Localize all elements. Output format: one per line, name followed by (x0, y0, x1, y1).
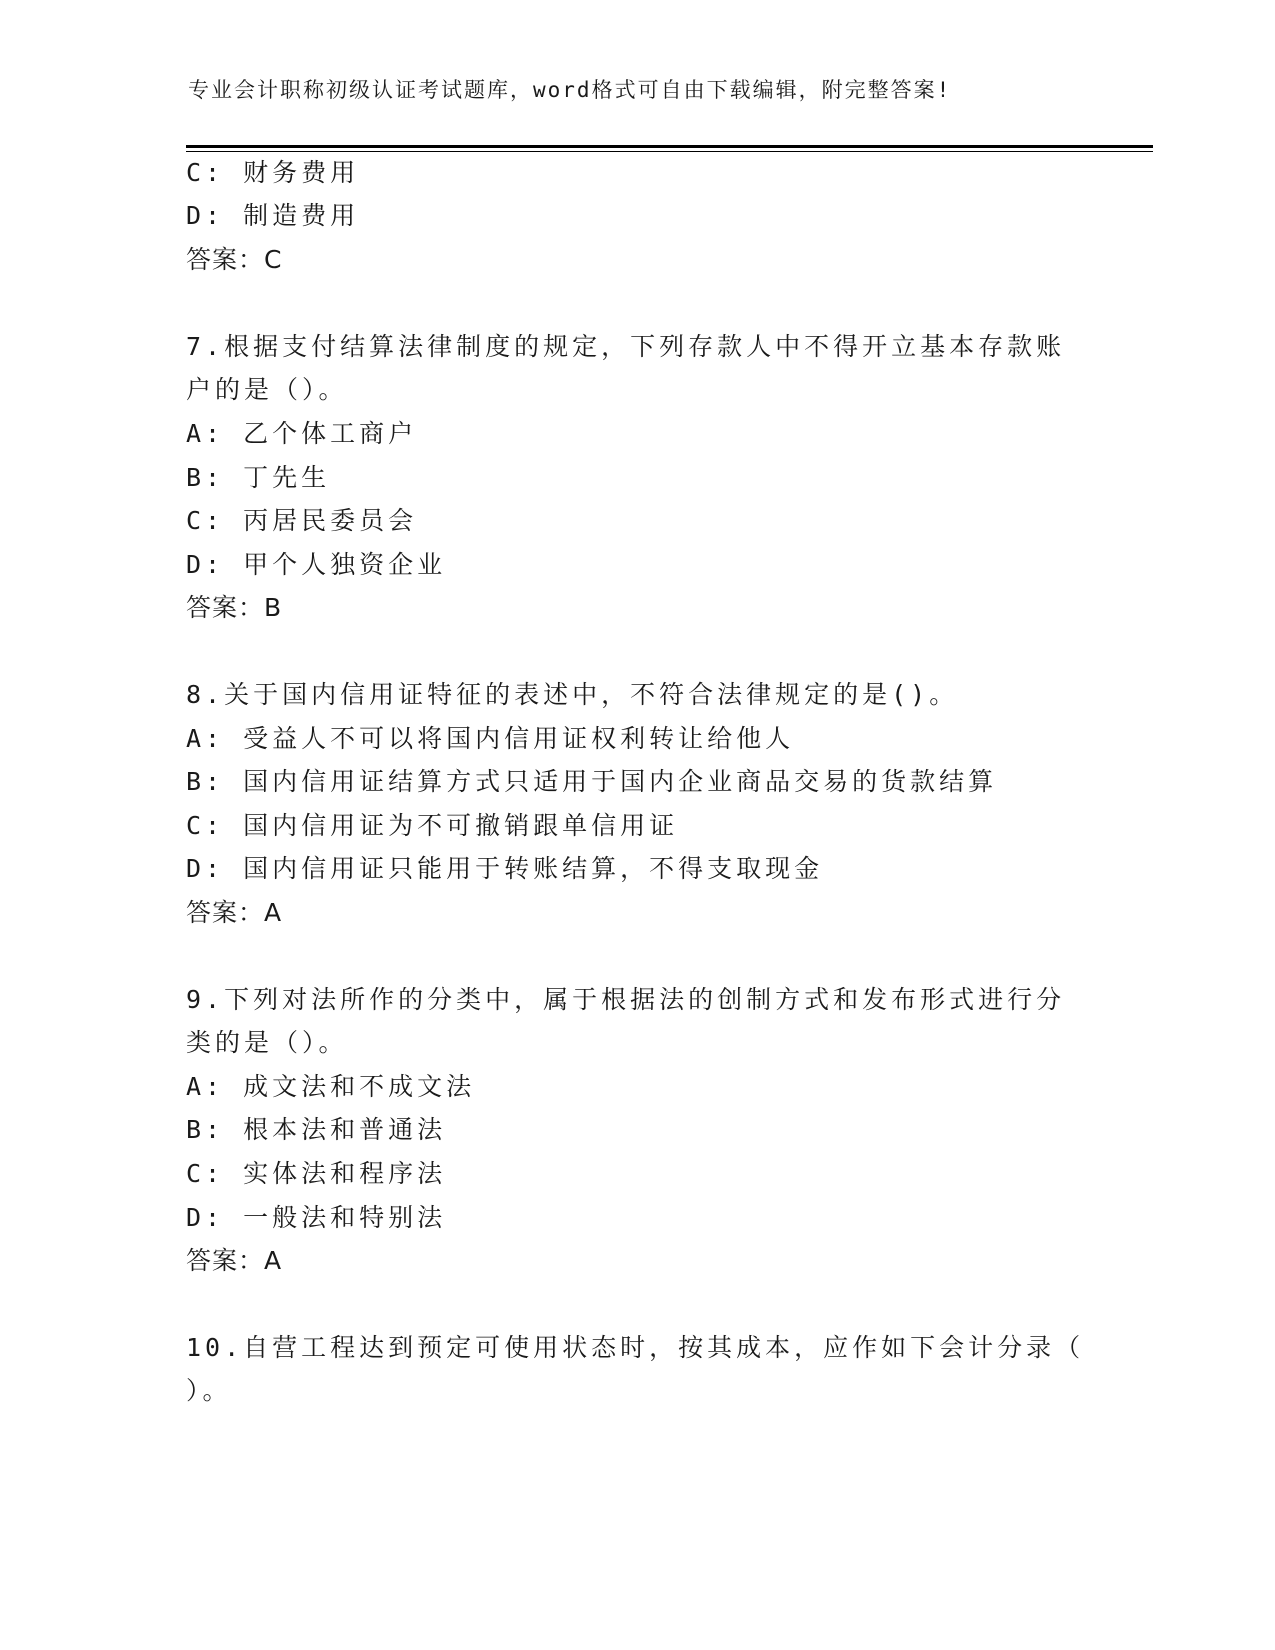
option-a: A: 乙个体工商户 (186, 419, 418, 448)
option-b: B: 根本法和普通法 (186, 1115, 447, 1144)
option-a: A: 成文法和不成文法 (186, 1072, 476, 1101)
question-stem: ）。 (186, 1376, 232, 1405)
answer-line: 答案：C (186, 245, 283, 274)
option-c: C: 实体法和程序法 (186, 1159, 447, 1188)
question-stem: 7.根据支付结算法律制度的规定，下列存款人中不得开立基本存款账 (186, 332, 1066, 361)
answer-line: 答案：A (186, 898, 283, 927)
question-stem: 户的是（）。 (186, 375, 348, 404)
header-rule-thin (186, 151, 1153, 152)
question-stem: 类的是（）。 (186, 1028, 348, 1057)
option-b: B: 丁先生 (186, 463, 331, 492)
option-c: C: 丙居民委员会 (186, 506, 418, 535)
question-stem: 9.下列对法所作的分类中，属于根据法的创制方式和发布形式进行分 (186, 985, 1066, 1014)
answer-line: 答案：A (186, 1246, 283, 1275)
option-c: C: 财务费用 (186, 158, 360, 187)
option-d: D: 国内信用证只能用于转账结算，不得支取现金 (186, 854, 824, 883)
option-d: D: 制造费用 (186, 201, 360, 230)
option-b: B: 国内信用证结算方式只适用于国内企业商品交易的货款结算 (186, 767, 998, 796)
option-c: C: 国内信用证为不可撤销跟单信用证 (186, 811, 679, 840)
option-a: A: 受益人不可以将国内信用证权利转让给他人 (186, 724, 795, 753)
option-d: D: 一般法和特别法 (186, 1203, 447, 1232)
question-stem: 10.自营工程达到预定可使用状态时，按其成本，应作如下会计分录（ (186, 1333, 1085, 1362)
page-header: 专业会计职称初级认证考试题库，word格式可自由下载编辑，附完整答案! (188, 78, 952, 102)
header-rule-thick (186, 145, 1153, 148)
answer-line: 答案：B (186, 593, 283, 622)
question-stem: 8.关于国内信用证特征的表述中，不符合法律规定的是()。 (186, 680, 959, 709)
option-d: D: 甲个人独资企业 (186, 550, 447, 579)
